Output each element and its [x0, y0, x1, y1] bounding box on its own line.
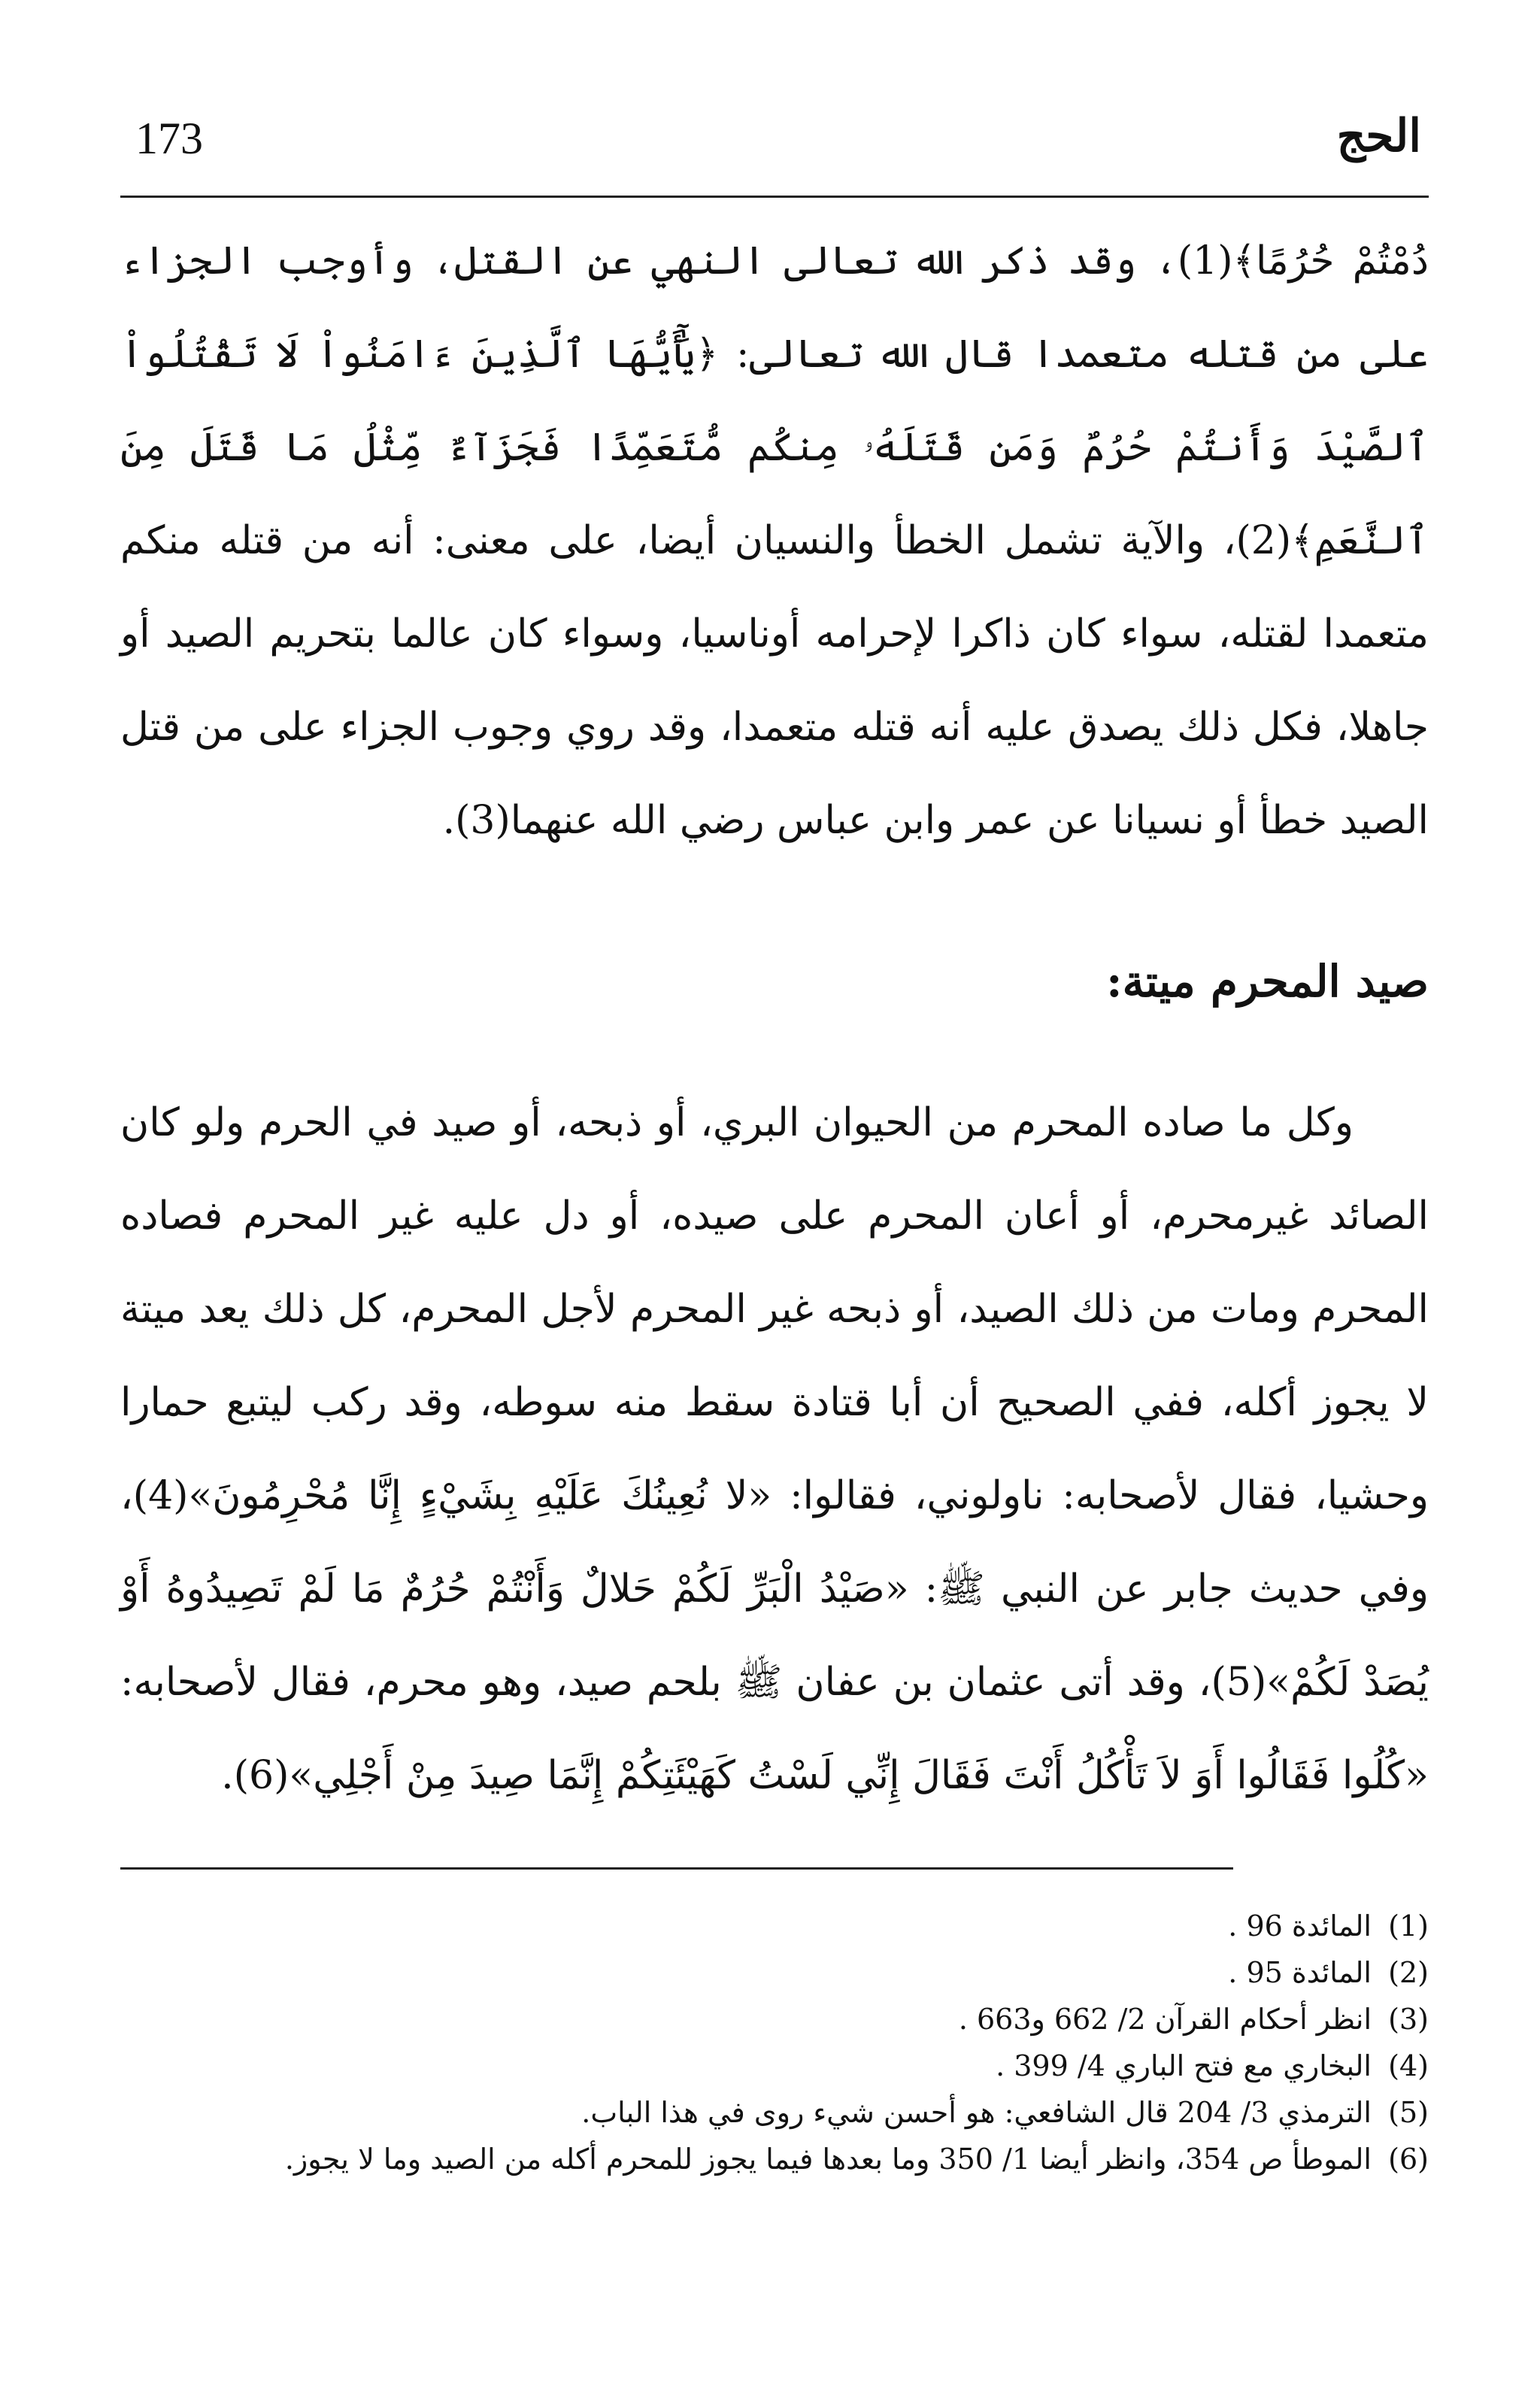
footnote-number: (2) — [1388, 1956, 1429, 1989]
paragraph-2: وكل ما صاده المحرم من الحيوان البري، أو ذبحه، أو صيد في الحرم ولو كان الصائد غيرمحرم، أو أعان المحرم على صيده، أو دل عليه غير المحرم فصاده المحرم ومات من ذلك الصيد، أو ذبحه غير المحرم لأجل المحرم، كل ذلك يعد ميتة لا يجوز أكله، ففي الصحيح أن أبا قتادة سقط منه سوطه، وقد ركب ليتبع حمارا وحشيا، فقال لأصحابه: ناولوني، فقالوا: «لا نُعِينُكَ عَلَيْهِ بِشَيْءٍ إِنَّا مُحْرِمُونَ»(4)، وفي حديث جابر عن النبي ﷺ: «صَيْدُ الْبَرِّ لَكُمْ حَلالٌ وَأَنْتُمْ حُرُمٌ مَا لَمْ تَصِيدُوهُ أَوْ يُصَدْ لَكُمْ»(5)، وقد أتى عثمان بن عفان ﷺ بلحم صيد، وهو محرم، فقال لأصحابه: «كُلُوا فَقَالُوا أَوَ لاَ تَأْكُلُ أَنْتَ فَقَالَ إِنِّي لَسْتُ كَهَيْئَتِكُمْ إِنَّمَا صِيدَ مِنْ أَجْلِي»(6). — [120, 1100, 1429, 1798]
page-header — [120, 110, 1429, 198]
footnote-text: المائدة 96 . — [1228, 1909, 1372, 1943]
running-title: الحج — [1336, 110, 1421, 162]
footnote-text: المائدة 95 . — [1228, 1956, 1372, 1989]
footnote-item — [120, 1903, 1429, 1949]
footnote-text: البخاري مع فتح الباري 4/ 399 . — [996, 2049, 1372, 2082]
footnote-item — [120, 2136, 1429, 2182]
page-number: 173 — [135, 114, 203, 163]
book-page — [120, 110, 1429, 2331]
footnote-divider — [120, 1867, 1233, 1870]
footnotes — [120, 1903, 1429, 2182]
footnote-number: (5) — [1388, 2096, 1429, 2129]
footnote-number: (6) — [1388, 2143, 1429, 2176]
footnote-text: انظر أحكام القرآن 2/ 662 و663 . — [958, 2003, 1372, 2036]
footnote-item — [120, 1949, 1429, 1996]
paragraph-1: دُمْتُمْ حُرُمًا﴾(1)، وقد ذكر الله تعالى النهي عن القتل، وأوجب الجزاء على من قتله متعمدا قال الله تعالى: ﴿يَٰٓأَيُّهَا ٱلَّذِينَ ءَامَنُواْ لَا تَقْتُلُواْ ٱلصَّيْدَ وَأَنتُمْ حُرُمٌ وَمَن قَتَلَهُۥ مِنكُم مُّتَعَمِّدًا فَجَزَآءٌ مِّثْلُ مَا قَتَلَ مِنَ ٱلنَّعَمِ﴾(2)، والآية تشمل الخطأ والنسيان أيضا، على معنى: أنه من قتله منكم متعمدا لقتله، سواء كان ذاكرا لإحرامه أوناسيا، وسواء كان عالما بتحريم الصيد أو جاهلا، فكل ذلك يصدق عليه أنه قتله متعمدا، وقد روي وجوب الجزاء على من قتل الصيد خطأ أو نسيانا عن عمر وابن عباس رضي الله عنهما(3). — [120, 238, 1429, 843]
footnote-item — [120, 2043, 1429, 2089]
footnote-number: (4) — [1388, 2049, 1429, 2082]
footnote-item — [120, 2089, 1429, 2136]
footnote-item — [120, 1996, 1429, 2043]
footnote-text: الموطأ ص 354، وانظر أيضا 1/ 350 وما بعدها فيما يجوز للمحرم أكله من الصيد وما لا يجوز. — [284, 2143, 1372, 2176]
footnote-text: الترمذي 3/ 204 قال الشافعي: هو أحسن شيء روى في هذا الباب. — [581, 2096, 1372, 2129]
section-heading: صيد المحرم ميتة: — [1106, 956, 1429, 1007]
footnote-number: (1) — [1388, 1909, 1429, 1943]
footnote-number: (3) — [1388, 2003, 1429, 2036]
